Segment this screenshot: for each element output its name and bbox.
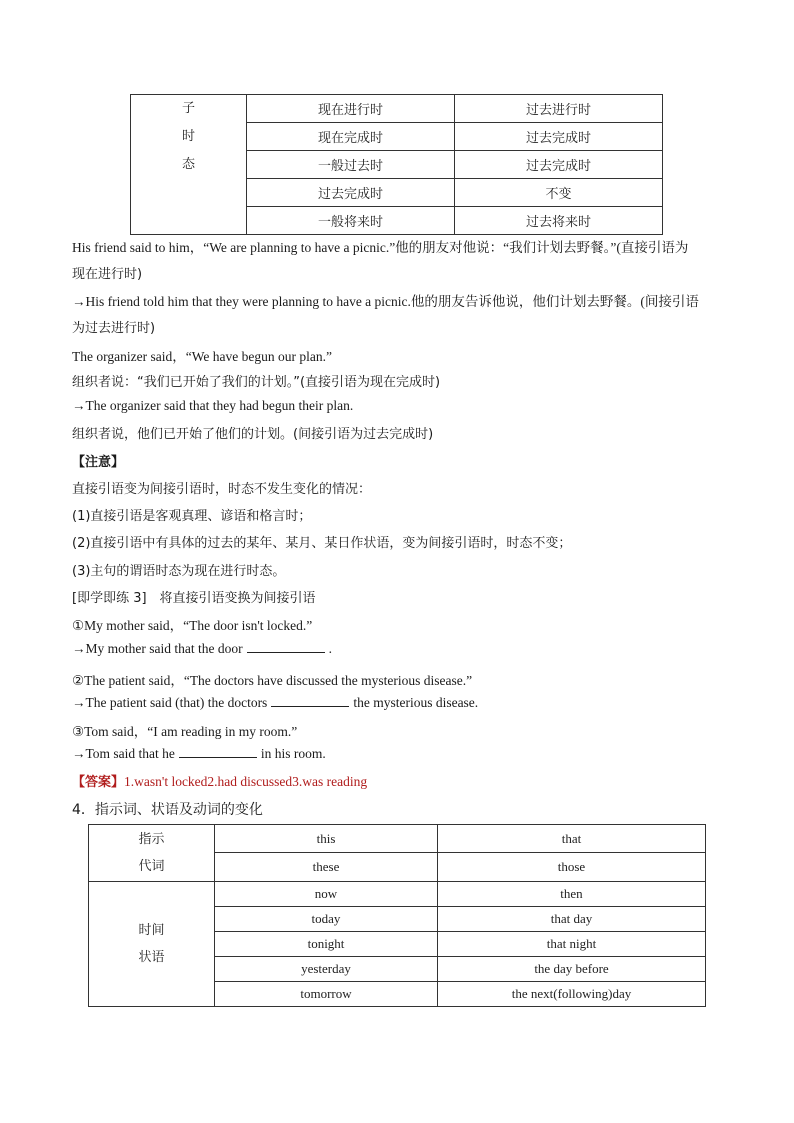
table-row	[89, 825, 706, 853]
answer-suffix: in his room.	[260, 746, 326, 761]
table-cell-indirect: 过去进行时	[455, 95, 663, 123]
practice-question-3: ③Tom said，“I am reading in my room.”	[72, 724, 298, 739]
table-cell-indirect: 过去完成时	[455, 151, 663, 179]
table-cell-direct: this	[215, 825, 438, 853]
practice-question-1: ①My mother said，“The door isn't locked.”	[72, 618, 313, 633]
practice-question-2: ②The patient said，“The doctors have discussed the mysterious disease.”	[72, 673, 473, 688]
answer-prefix: →Tom said that he	[72, 746, 175, 761]
table-cell-indirect: the day before	[438, 957, 706, 982]
example-3-line-2: 组织者说：“我们已开始了我们的计划。”(直接引语为现在完成时)	[72, 375, 441, 390]
note-title: 【注意】	[72, 455, 125, 470]
answer-prefix: →The patient said (that) the doctors	[72, 695, 268, 710]
answer-prefix: →My mother said that the door	[72, 641, 243, 656]
note-item: (3)主句的谓语时态为现在进行时态。	[72, 564, 286, 579]
demonstrative-change-table	[88, 824, 706, 1007]
note-item: (2)直接引语中有具体的过去的某年、某月、某日作状语，变为间接引语时，时态不变；	[72, 536, 572, 551]
practice-title: [即学即练 3] 将直接引语变换为间接引语	[72, 591, 316, 606]
example-1-line-1: His friend said to him，“We are planning to have a picnic.”他的朋友对他说：“我们计划去野餐。”(直接引语为	[72, 240, 689, 255]
category-label: 指示	[138, 832, 165, 847]
table-cell-indirect: that	[438, 825, 706, 853]
table-cell-indirect: the next(following)day	[438, 982, 706, 1007]
table-cell-direct: today	[215, 907, 438, 932]
table-cell-indirect: 过去完成时	[455, 123, 663, 151]
table-cell-indirect: those	[438, 853, 706, 882]
table-cell-direct: 一般过去时	[247, 151, 455, 179]
note-intro: 直接引语变为间接引语时，时态不发生变化的情况：	[72, 482, 372, 497]
example-4-line-1: →The organizer said that they had begun their plan.	[72, 398, 354, 413]
table-cell-direct: tomorrow	[215, 982, 438, 1007]
answer-label: 【答案】	[72, 775, 125, 790]
table-cell-indirect: that night	[438, 932, 706, 957]
table-row	[131, 95, 663, 123]
table-cell-direct: these	[215, 853, 438, 882]
table-cell-indirect: then	[438, 882, 706, 907]
row-header-tense	[131, 95, 247, 235]
table-cell-direct: tonight	[215, 932, 438, 957]
answer-suffix: .	[328, 641, 332, 656]
row-header-char: 时	[181, 129, 195, 144]
table-cell-indirect: 不变	[455, 179, 663, 207]
table-cell-direct: 一般将来时	[247, 207, 455, 235]
category-cell-pronoun	[89, 825, 215, 882]
note-item: (1)直接引语是客观真理、谚语和格言时；	[72, 509, 312, 524]
row-header-char: 子	[181, 101, 195, 116]
table-cell-direct: 现在进行时	[247, 95, 455, 123]
answer-blank-2[interactable]	[271, 695, 349, 707]
answer-blank-1[interactable]	[247, 641, 325, 653]
table-cell-direct: yesterday	[215, 957, 438, 982]
section-4-heading: 4．指示词、状语及动词的变化	[72, 802, 263, 818]
tense-change-table	[130, 94, 663, 235]
practice-answer-line-2	[72, 695, 478, 711]
table-cell-indirect: that day	[438, 907, 706, 932]
category-label: 代词	[138, 859, 165, 874]
example-2-line-2: 为过去进行时)	[72, 321, 156, 336]
example-4-line-2: 组织者说，他们已开始了他们的计划。(间接引语为过去完成时)	[72, 427, 434, 442]
example-2-line-1: →His friend told him that they were planning to have a picnic.他的朋友告诉他说，他们计划去野餐。(间接引语	[72, 294, 699, 309]
answer-line	[72, 771, 367, 790]
practice-answer-line-3	[72, 746, 326, 762]
answer-suffix: the mysterious disease.	[353, 695, 479, 710]
table-cell-direct: now	[215, 882, 438, 907]
category-label: 时间	[138, 923, 165, 938]
example-1-line-2: 现在进行时)	[72, 267, 143, 282]
answer-text: 1.wasn't locked2.had discussed3.was reading	[124, 774, 368, 789]
table-cell-indirect: 过去将来时	[455, 207, 663, 235]
answer-blank-3[interactable]	[179, 746, 257, 758]
category-label: 状语	[138, 950, 165, 965]
category-cell-time	[89, 882, 215, 1007]
row-header-char: 态	[181, 157, 195, 172]
table-cell-direct: 过去完成时	[247, 179, 455, 207]
table-row	[89, 882, 706, 907]
example-3-line-1: The organizer said，“We have begun our plan.”	[72, 349, 332, 364]
practice-answer-line-1	[72, 641, 332, 657]
table-cell-direct: 现在完成时	[247, 123, 455, 151]
